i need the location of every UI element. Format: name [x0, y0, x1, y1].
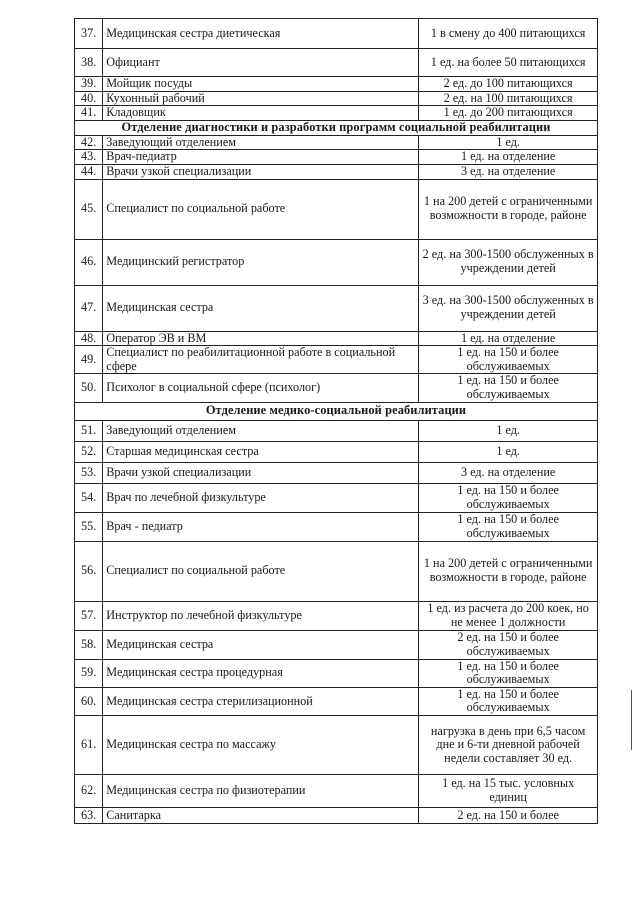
- row-number: 62.: [75, 774, 103, 807]
- row-number: 47.: [75, 285, 103, 331]
- table-row: [75, 164, 598, 179]
- position-name: Медицинская сестра: [103, 630, 419, 659]
- staffing-norm: 1 ед. на более 50 питающихся: [419, 49, 598, 77]
- staffing-norm: 1 ед. до 200 питающихся: [419, 106, 598, 121]
- table-row: [75, 441, 598, 462]
- staffing-norm: нагрузка в день при 6,5 часом дне и 6-ти дневной рабочей недели составляет 30 ед.: [419, 715, 598, 774]
- table-row: [75, 462, 598, 483]
- position-name: Медицинская сестра по физиотерапии: [103, 774, 419, 807]
- row-number: 52.: [75, 441, 103, 462]
- table-row: [75, 687, 598, 715]
- row-number: 53.: [75, 462, 103, 483]
- section-header-row: [75, 120, 598, 135]
- position-name: Медицинская сестра по массажу: [103, 715, 419, 774]
- staffing-norm: 2 ед. на 150 и более обслуживаемых: [419, 630, 598, 659]
- staffing-norm: 2 ед. на 150 и более: [419, 807, 598, 823]
- position-name: Кладовщик: [103, 106, 419, 121]
- position-name: Заведующий отделением: [103, 420, 419, 441]
- table-row: [75, 601, 598, 630]
- position-name: Врачи узкой специализации: [103, 462, 419, 483]
- table-row: [75, 49, 598, 77]
- staffing-norm: 1 на 200 детей с ограниченными возможности в городе, районе: [419, 541, 598, 601]
- staffing-norm: 3 ед. на отделение: [419, 462, 598, 483]
- row-number: 58.: [75, 630, 103, 659]
- table-row: [75, 150, 598, 165]
- position-name: Врач по лечебной физкультуре: [103, 483, 419, 512]
- row-number: 60.: [75, 687, 103, 715]
- position-name: Кухонный рабочий: [103, 91, 419, 106]
- staffing-norm: 1 ед. на 150 и более обслуживаемых: [419, 346, 598, 374]
- section-title: Отделение диагностики и разработки программ социальной реабилитации: [75, 120, 598, 135]
- row-number: 46.: [75, 239, 103, 285]
- table-row: [75, 106, 598, 121]
- staffing-norm: 1 ед. из расчета до 200 коек, но не менее 1 должности: [419, 601, 598, 630]
- table-row: [75, 630, 598, 659]
- staffing-norm: 1 ед. на отделение: [419, 331, 598, 346]
- row-number: 39.: [75, 77, 103, 92]
- position-name: Врач - педиатр: [103, 512, 419, 541]
- staffing-norm: 2 ед. на 300-1500 обслуженных в учреждении детей: [419, 239, 598, 285]
- position-name: Мойщик посуды: [103, 77, 419, 92]
- row-number: 57.: [75, 601, 103, 630]
- row-number: 61.: [75, 715, 103, 774]
- position-name: Инструктор по лечебной физкультуре: [103, 601, 419, 630]
- staffing-table-body: [75, 19, 598, 824]
- staffing-norm: 2 ед. на 100 питающихся: [419, 91, 598, 106]
- staffing-norm: 1 на 200 детей с ограниченными возможности в городе, районе: [419, 179, 598, 239]
- staffing-norm: 1 ед. на 150 и более обслуживаемых: [419, 512, 598, 541]
- table-row: [75, 135, 598, 150]
- table-row: [75, 346, 598, 374]
- position-name: Официант: [103, 49, 419, 77]
- staffing-norm: 1 ед. на 15 тыс. условных единиц: [419, 774, 598, 807]
- table-row: [75, 774, 598, 807]
- staffing-norm: 1 в смену до 400 питающихся: [419, 19, 598, 49]
- row-number: 54.: [75, 483, 103, 512]
- table-row: [75, 541, 598, 601]
- staffing-norm: 1 ед.: [419, 441, 598, 462]
- table-row: [75, 19, 598, 49]
- position-name: Старшая медицинская сестра: [103, 441, 419, 462]
- position-name: Заведующий отделением: [103, 135, 419, 150]
- table-row: [75, 331, 598, 346]
- row-number: 50.: [75, 374, 103, 402]
- row-number: 42.: [75, 135, 103, 150]
- row-number: 41.: [75, 106, 103, 121]
- table-row: [75, 715, 598, 774]
- position-name: Медицинская сестра процедурная: [103, 659, 419, 687]
- position-name: Медицинская сестра диетическая: [103, 19, 419, 49]
- staffing-norm: 1 ед. на 150 и более обслуживаемых: [419, 483, 598, 512]
- staffing-norm: 1 ед. на 150 и более обслуживаемых: [419, 687, 598, 715]
- row-number: 44.: [75, 164, 103, 179]
- position-name: Медицинская сестра стерилизационной: [103, 687, 419, 715]
- staffing-norm: 1 ед.: [419, 420, 598, 441]
- row-number: 55.: [75, 512, 103, 541]
- position-name: Медицинский регистратор: [103, 239, 419, 285]
- table-row: [75, 77, 598, 92]
- table-row: [75, 420, 598, 441]
- row-number: 51.: [75, 420, 103, 441]
- position-name: Врач-педиатр: [103, 150, 419, 165]
- row-number: 43.: [75, 150, 103, 165]
- position-name: Психолог в социальной сфере (психолог): [103, 374, 419, 402]
- position-name: Специалист по социальной работе: [103, 541, 419, 601]
- table-row: [75, 374, 598, 402]
- table-row: [75, 659, 598, 687]
- margin-mark: [631, 690, 632, 750]
- position-name: Врачи узкой специализации: [103, 164, 419, 179]
- row-number: 49.: [75, 346, 103, 374]
- row-number: 40.: [75, 91, 103, 106]
- position-name: Специалист по социальной работе: [103, 179, 419, 239]
- row-number: 59.: [75, 659, 103, 687]
- staffing-norm: 1 ед. на отделение: [419, 150, 598, 165]
- table-row: [75, 285, 598, 331]
- row-number: 38.: [75, 49, 103, 77]
- row-number: 56.: [75, 541, 103, 601]
- table-row: [75, 483, 598, 512]
- staffing-norm: 1 ед. на 150 и более обслуживаемых: [419, 659, 598, 687]
- row-number: 63.: [75, 807, 103, 823]
- document-page: [74, 18, 598, 824]
- table-row: [75, 179, 598, 239]
- table-row: [75, 91, 598, 106]
- staffing-table: [74, 18, 598, 824]
- section-title: Отделение медико-социальной реабилитации: [75, 402, 598, 420]
- staffing-norm: 3 ед. на отделение: [419, 164, 598, 179]
- staffing-norm: 2 ед. до 100 питающихся: [419, 77, 598, 92]
- position-name: Специалист по реабилитационной работе в социальной сфере: [103, 346, 419, 374]
- staffing-norm: 1 ед.: [419, 135, 598, 150]
- table-row: [75, 239, 598, 285]
- position-name: Санитарка: [103, 807, 419, 823]
- table-row: [75, 807, 598, 823]
- position-name: Медицинская сестра: [103, 285, 419, 331]
- row-number: 45.: [75, 179, 103, 239]
- section-header-row: [75, 402, 598, 420]
- row-number: 37.: [75, 19, 103, 49]
- staffing-norm: 1 ед. на 150 и более обслуживаемых: [419, 374, 598, 402]
- row-number: 48.: [75, 331, 103, 346]
- table-row: [75, 512, 598, 541]
- staffing-norm: 3 ед. на 300-1500 обслуженных в учреждении детей: [419, 285, 598, 331]
- position-name: Оператор ЭВ и ВМ: [103, 331, 419, 346]
